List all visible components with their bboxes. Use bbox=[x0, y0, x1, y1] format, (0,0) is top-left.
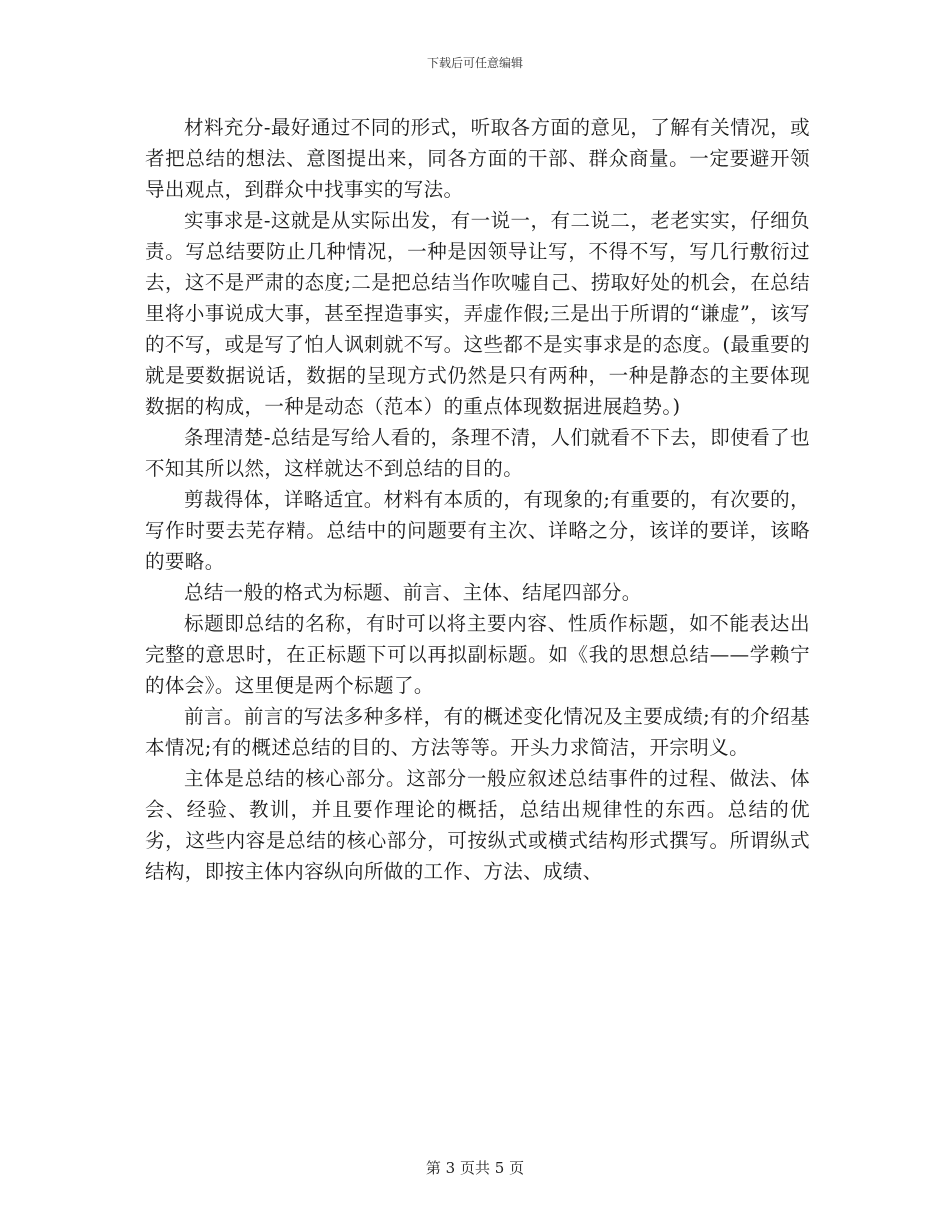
document-body bbox=[145, 112, 810, 887]
paragraph: 条理清楚-总结是写给人看的，条理不清，人们就看不下去，即使看了也不知其所以然，这样就达不到总结的目的。 bbox=[145, 426, 810, 480]
page-number: 第 3 页共 5 页 bbox=[425, 1159, 525, 1177]
paragraph: 材料充分-最好通过不同的形式，听取各方面的意见，了解有关情况，或者把总结的想法、意图提出来，同各方面的干部、群众商量。一定要避开领导出观点，到群众中找事实的写法。 bbox=[145, 116, 810, 201]
paragraph: 主体是总结的核心部分。这部分一般应叙述总结事件的过程、做法、体会、经验、教训，并且要作理论的概括，总结出规律性的东西。总结的优劣，这些内容是总结的核心部分，可按纵式或横式结构形式撰写。所谓纵式结构，即按主体内容纵向所做的工作、方法、成绩、 bbox=[145, 767, 810, 883]
paragraph: 总结一般的格式为标题、前言、主体、结尾四部分。 bbox=[184, 581, 642, 604]
paragraph: 剪裁得体，详略适宜。材料有本质的，有现象的;有重要的，有次要的，写作时要去芜存精。总结中的问题要有主次、详略之分，该详的要详，该略的要略。 bbox=[145, 488, 810, 573]
paragraph: 前言。前言的写法多种多样，有的概述变化情况及主要成绩;有的介绍基本情况;有的概述总结的目的、方法等等。开头力求简洁，开宗明义。 bbox=[145, 705, 810, 759]
paragraph: 实事求是-这就是从实际出发，有一说一，有二说二，老老实实，仔细负责。写总结要防止几种情况，一种是因领导让写，不得不写，写几行敷衍过去，这不是严肃的态度;二是把总结当作吹嘘自己、捞取好处的机会，在总结里将小事说成大事，甚至捏造事实，弄虚作假;三是出于所谓的“谦虚”，该写的不写，或是写了怕人讽刺就不写。这些都不是实事求是的态度。(最重要的就是要数据说话，数据的呈现方式仍然是只有两种，一种是静态的主要体现数据的构成，一种是动态（范本）的重点体现数据进展趋势。) bbox=[145, 209, 810, 418]
page-header: 下载后可任意编辑 bbox=[426, 56, 523, 70]
paragraph: 标题即总结的名称，有时可以将主要内容、性质作标题，如不能表达出完整的意思时，在正标题下可以再拟副标题。如《我的思想总结——学赖宁的体会》。这里便是两个标题了。 bbox=[145, 612, 810, 697]
